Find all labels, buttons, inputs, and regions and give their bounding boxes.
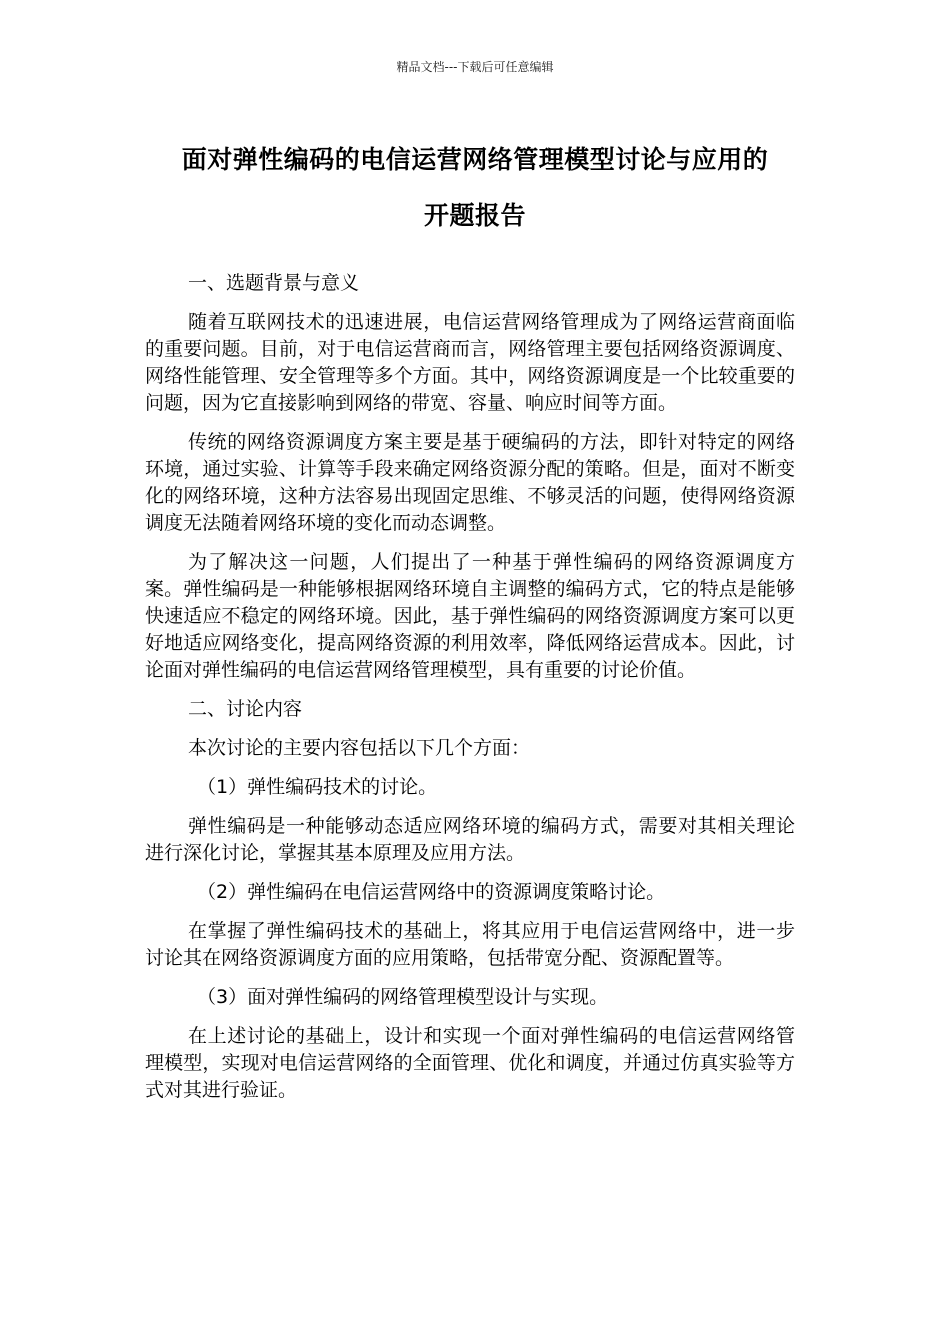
document-title [135,132,815,244]
title-line-2: 开题报告 [423,201,526,230]
title-line-1: 面对弹性编码的电信运营网络管理模型讨论与应用的 [181,145,769,174]
header-note: 精品文档---下载后可任意编辑 [396,60,554,74]
paragraph: 在上述讨论的基础上，设计和实现一个面对弹性编码的电信运营网络管理模型，实现对电信运营网络的全面管理、优化和调度，并通过仿真实验等方式对其进行验证。 [145,1025,795,1101]
list-item-1: （1）弹性编码技术的讨论。 [197,776,438,798]
section-heading-background: 一、选题背景与意义 [188,272,360,294]
paragraph: 随着互联网技术的迅速进展，电信运营网络管理成为了网络运营商面临的重要问题。目前，对于电信运营商而言，网络管理主要包括网络资源调度、网络性能管理、安全管理等多个方面。其中，网络资源调度是一个比较重要的问题，因为它直接影响到网络的带宽、容量、响应时间等方面。 [145,311,795,414]
paragraph: 弹性编码是一种能够动态适应网络环境的编码方式，需要对其相关理论进行深化讨论，掌握其基本原理及应用方法。 [145,815,795,864]
list-item-3: （3）面对弹性编码的网络管理模型设计与实现。 [197,986,609,1008]
list-item-2: （2）弹性编码在电信运营网络中的资源调度策略讨论。 [197,881,666,903]
section-heading-content: 二、讨论内容 [188,698,303,720]
paragraph: 在掌握了弹性编码技术的基础上，将其应用于电信运营网络中，进一步讨论其在网络资源调度方面的应用策略，包括带宽分配、资源配置等。 [145,920,795,969]
paragraph: 为了解决这一问题，人们提出了一种基于弹性编码的网络资源调度方案。弹性编码是一种能够根据网络环境自主调整的编码方式，它的特点是能够快速适应不稳定的网络环境。因此，基于弹性编码的网络资源调度方案可以更好地适应网络变化，提高网络资源的利用效率，降低网络运营成本。因此，讨论面对弹性编码的电信运营网络管理模型，具有重要的讨论价值。 [145,551,795,681]
document-body [145,270,795,1116]
paragraph: 传统的网络资源调度方案主要是基于硬编码的方法，即针对特定的网络环境，通过实验、计算等手段来确定网络资源分配的策略。但是，面对不断变化的网络环境，这种方法容易出现固定思维、不够灵活的问题，使得网络资源调度无法随着网络环境的变化而动态调整。 [145,431,795,534]
paragraph: 本次讨论的主要内容包括以下几个方面： [188,737,531,759]
